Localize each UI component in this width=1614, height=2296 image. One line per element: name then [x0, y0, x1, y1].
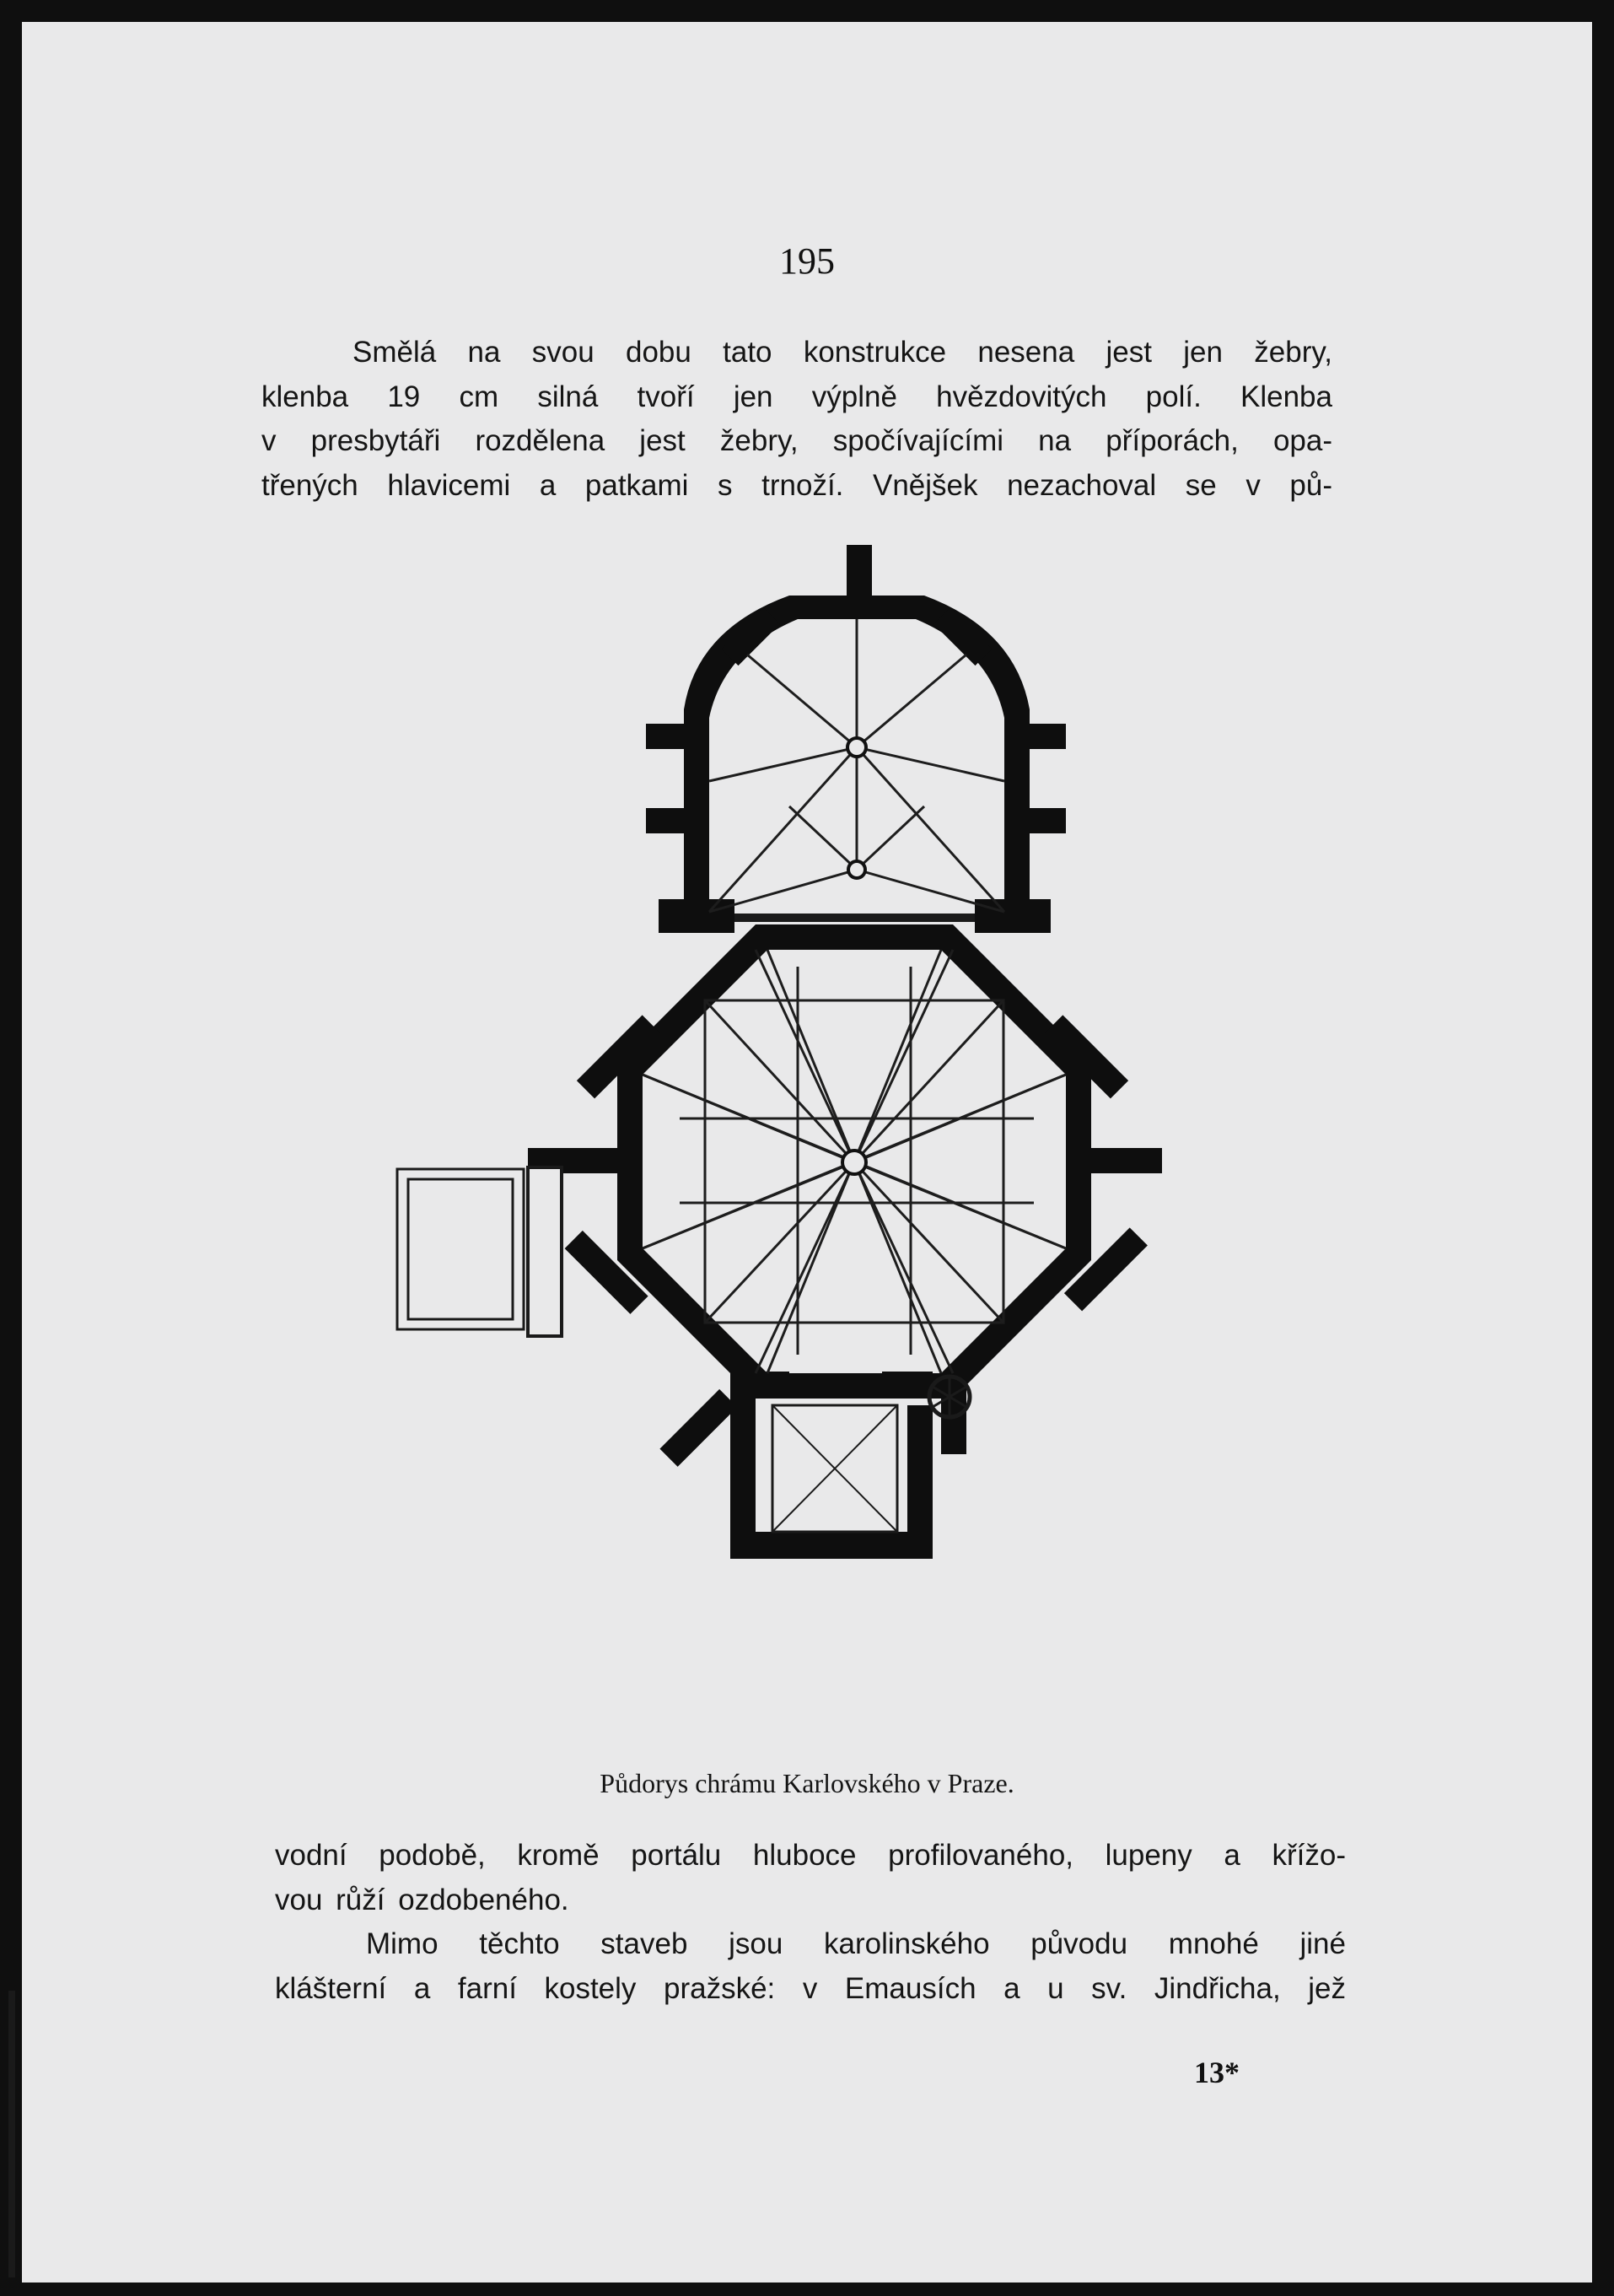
paragraph-1 [261, 331, 1332, 508]
signature-mark: 13* [1194, 2056, 1240, 2089]
page-number: 195 [779, 240, 835, 282]
figure-caption: Půdorys chrámu Karlovského v Praze. [600, 1768, 1014, 1798]
text-line: vou růží ozdobeného. [275, 1883, 569, 1916]
vault-bosses [842, 738, 866, 1174]
plan-walls [528, 545, 1162, 1559]
document-page [22, 22, 1592, 2283]
text-line: vodní podobě, kromě portálu hluboce profilovaného, lupeny a křížo- [275, 1839, 1346, 1872]
text-line: v presbytáři rozdělena jest žebry, spočívajícími na příporách, opa- [261, 424, 1332, 457]
text-line: klášterní a farní kostely pražské: v Emausích a u sv. Jindřicha, jež [275, 1971, 1346, 2005]
paragraph-2 [275, 1834, 1346, 2011]
page-edge-shadow [8, 1991, 15, 2277]
text-line: Smělá na svou dobu tato konstrukce nesena jest jen žebry, [352, 336, 1332, 369]
text-line: třených hlavicemi a patkami s trnoží. Vnějšek nezachoval se v pů- [261, 468, 1332, 502]
church-floor-plan-figure [393, 528, 1236, 1760]
text-line: klenba 19 cm silná tvoří jen výplně hvězdovitých polí. Klenba [261, 380, 1332, 413]
text-line: Mimo těchto staveb jsou karolinského původu mnohé jiné [366, 1927, 1346, 1960]
